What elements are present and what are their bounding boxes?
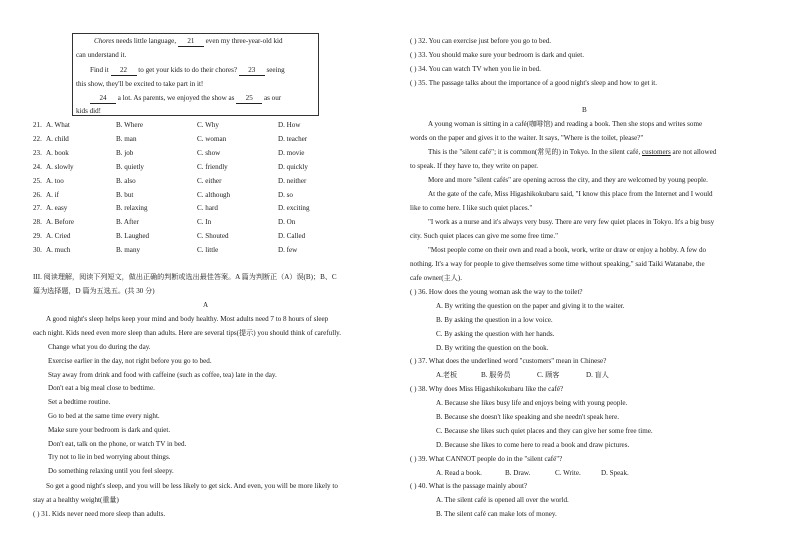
option-number: 23. — [33, 148, 42, 157]
option-number: 27. — [33, 204, 42, 213]
section3-heading-line1: III. 阅读理解，阅读下列短文，做出正确的判断或选出最佳答案。A 篇为判断正（A）误(B)；B、C — [33, 273, 337, 281]
passage-b-p5b: city. Such quiet places can give me some free time." — [410, 232, 559, 240]
passage-b-p6a: "Most people come on their own and read a book, work, write or draw or enjoy a hobby. A few do — [428, 246, 707, 254]
blank-21[interactable]: 21 — [178, 37, 204, 47]
passage-b-p3: More and more "silent cafés" are opening across the city, and they are welcomed by young people. — [428, 176, 708, 184]
option-a[interactable]: A. Cried — [46, 232, 71, 241]
q40-option-a[interactable]: A. The silent café is opened all over the world. — [436, 496, 569, 504]
cloze-line-5: 24 a lot. As parents, we enjoyed the show as 25 as our — [90, 94, 281, 104]
option-d[interactable]: D. How — [278, 121, 301, 129]
q38-option-d[interactable]: D. Because she likes to come here to read a book and draw pictures. — [436, 441, 630, 449]
blank-25[interactable]: 25 — [236, 94, 262, 104]
tip-item: Don't eat a big meal close to bedtime. — [48, 384, 155, 393]
tip-item: Change what you do during the day. — [48, 343, 151, 351]
blank-24[interactable]: 24 — [90, 94, 116, 104]
q40-option-b[interactable]: B. The silent café can make lots of money. — [436, 510, 557, 518]
q37-option-a[interactable]: A.老板 — [436, 371, 458, 379]
option-number: 30. — [33, 246, 42, 255]
passage-a-closing-2: stay at a healthy weight(重量) — [33, 496, 119, 504]
passage-a-title: A — [203, 301, 209, 309]
question-36: ( ) 36. How does the young woman ask the way to the toilet? — [410, 288, 583, 296]
cloze-line-4: this show, they'll be excited to take part in it! — [76, 80, 204, 88]
passage-b-title: B — [582, 106, 587, 114]
q36-option-b[interactable]: B. By asking the question in a low voice. — [436, 316, 553, 324]
passage-a-closing-1: So get a good night's sleep, and you will be less likely to get sick. And even, you will be more likely to — [46, 482, 338, 490]
passage-b-p2b: to speak. If they have to, they write on paper. — [410, 162, 539, 170]
cloze-line-2: can understand it. — [76, 51, 127, 59]
q39-option-b[interactable]: B. Draw. — [505, 469, 531, 477]
question-33: ( ) 33. You should make sure your bedroom is dark and quiet. — [410, 51, 584, 59]
question-35: ( ) 35. The passage talks about the importance of a good night's sleep and how to get it. — [410, 79, 658, 87]
tip-item: Stay away from drink and food with caffeine (such as coffee, tea) late in the day. — [48, 370, 277, 379]
q37-option-b[interactable]: B. 服务员 — [481, 371, 511, 379]
option-number: 28. — [33, 218, 42, 227]
option-a[interactable]: A. book — [46, 148, 69, 157]
option-d[interactable]: D. movie — [278, 148, 305, 157]
q38-option-c[interactable]: C. Because she likes such quiet places and they can give her some free time. — [436, 427, 653, 435]
option-b[interactable]: B. relaxing — [116, 204, 148, 213]
option-d[interactable]: D. neither — [278, 176, 307, 185]
tip-item: Set a bedtime routine. — [48, 398, 111, 407]
option-c[interactable]: C. hard — [197, 204, 218, 213]
option-b[interactable]: B. quietly — [116, 162, 144, 171]
underlined-word-customers: customers — [642, 148, 671, 156]
q36-option-a[interactable]: A. By writing the question on the paper and giving it to the waiter. — [436, 302, 625, 310]
option-c[interactable]: C. woman — [197, 134, 227, 143]
option-c[interactable]: C. either — [197, 176, 222, 185]
option-b[interactable]: B. many — [116, 246, 141, 255]
question-37: ( ) 37. What does the underlined word "customers" mean in Chinese? — [410, 357, 607, 365]
option-a[interactable]: A. slowly — [46, 162, 74, 171]
option-a[interactable]: A. What — [46, 121, 70, 129]
tip-item: Try not to lie in bed worrying about things. — [48, 453, 171, 462]
q37-option-d[interactable]: D. 盲人 — [586, 371, 609, 379]
question-32: ( ) 32. You can exercise just before you go to bed. — [410, 37, 552, 45]
option-b[interactable]: B. Laughed — [116, 232, 150, 241]
passage-b-p1a: A young woman is sitting in a café(咖啡馆) and reading a book. Then she stops and writes some — [428, 120, 703, 128]
q38-option-b[interactable]: B. Because she doesn't like speaking and she needn't speak here. — [436, 413, 619, 421]
passage-a-intro-2: each night. Kids need even more sleep than adults. Here are several tips(提示) you should think of carefully. — [33, 329, 342, 337]
tip-item: Go to bed at the same time every night. — [48, 412, 160, 420]
question-39: ( ) 39. What CANNOT people do in the "silent café"? — [410, 455, 563, 463]
option-b[interactable]: B. job — [116, 148, 134, 157]
option-d[interactable]: D. few — [278, 246, 298, 255]
option-a[interactable]: A. Before — [46, 218, 74, 227]
q37-option-c[interactable]: C. 顾客 — [537, 371, 560, 379]
section3-heading-line2: 篇为选择题，D 篇为五选五。(共 30 分) — [33, 287, 155, 295]
option-c[interactable]: C. show — [197, 148, 221, 157]
option-b[interactable]: B. After — [116, 218, 139, 227]
tip-item: Don't eat, talk on the phone, or watch TV in bed. — [48, 439, 187, 448]
blank-22[interactable]: 22 — [111, 66, 137, 76]
option-number: 29. — [33, 232, 42, 241]
option-d[interactable]: D. so — [278, 190, 293, 199]
q39-option-c[interactable]: C. Write. — [555, 469, 581, 477]
question-40: ( ) 40. What is the passage mainly about? — [410, 482, 528, 490]
question-31: ( ) 31. Kids never need more sleep than adults. — [33, 510, 166, 518]
option-b[interactable]: B. but — [116, 190, 134, 199]
q36-option-c[interactable]: C. By asking the question with her hands. — [436, 330, 555, 338]
option-a[interactable]: A. if — [46, 190, 60, 199]
passage-b-p4b: like to come here. I like such quiet places." — [410, 204, 533, 212]
passage-b-p5a: "I work as a nurse and it's always very busy. There are very few quiet places in Tokyo. It's a big busy — [428, 218, 715, 226]
q38-option-a[interactable]: A. Because she likes busy life and enjoys being with young people. — [436, 399, 628, 407]
option-a[interactable]: A. child — [46, 134, 69, 143]
option-d[interactable]: D. teacher — [278, 134, 308, 143]
option-a[interactable]: A. easy — [46, 204, 68, 213]
tip-item: Do something relaxing until you feel sleepy. — [48, 467, 174, 476]
option-a[interactable]: A. much — [46, 246, 71, 255]
option-d[interactable]: D. exciting — [278, 204, 310, 213]
option-d[interactable]: D. Called — [278, 232, 306, 241]
tip-item: Make sure your bedroom is dark and quiet. — [48, 425, 171, 434]
passage-b-p1b: words on the paper and gives it to the waiter. It says, "Where is the toilet, please?" — [410, 134, 644, 142]
option-c[interactable]: C. although — [197, 190, 231, 199]
passage-b-p6c: cafe owner(主人). — [410, 274, 462, 282]
option-d[interactable]: D. On — [278, 218, 296, 227]
option-c[interactable]: C. In — [197, 218, 212, 227]
question-34: ( ) 34. You can watch TV when you lie in bed. — [410, 65, 541, 73]
option-b[interactable]: B. Where — [116, 121, 144, 129]
option-number: 21. — [33, 121, 42, 129]
tip-item: Exercise earlier in the day, not right before you go to bed. — [48, 356, 212, 365]
question-38: ( ) 38. Why does Miss Higashikokubaru like the café? — [410, 385, 564, 393]
blank-23[interactable]: 23 — [239, 66, 265, 76]
passage-b-p4a: At the gate of the cafe, Miss Higashikokubaru said, "I know this place from the Internet and I would — [428, 190, 713, 198]
option-c[interactable]: C. friendly — [197, 162, 228, 171]
option-b[interactable]: B. also — [116, 176, 136, 185]
option-c[interactable]: C. Why — [197, 121, 219, 129]
cloze-line-1: Chores needs little language, 21 even my three-year-old kid — [94, 37, 283, 45]
option-d[interactable]: D. quickly — [278, 162, 308, 171]
cloze-line-6: kids did! — [76, 107, 102, 115]
q39-option-a[interactable]: A. Read a book. — [436, 469, 482, 477]
q39-option-d[interactable]: D. Speak. — [601, 469, 629, 477]
option-a[interactable]: A. too — [46, 176, 64, 185]
option-number: 26. — [33, 190, 42, 199]
passage-b-p6b: nothing. It's a way for people to give themselves some time without speaking," said Taiki Watanabe, the — [410, 260, 705, 268]
option-c[interactable]: C. little — [197, 246, 219, 255]
q36-option-d[interactable]: D. By writing the question on the book. — [436, 344, 549, 352]
option-number: 22. — [33, 134, 42, 143]
option-b[interactable]: B. man — [116, 134, 137, 143]
passage-b-p2a: This is the "silent café"; it is common(常见的) in Tokyo. In the silent café, customers are not allowed — [428, 148, 717, 156]
option-number: 25. — [33, 176, 42, 185]
cloze-line-3: Find it 22 to get your kids to do their chores? 23 seeing — [90, 66, 285, 74]
passage-a-intro-1: A good night's sleep helps keep your mind and body healthy. Most adults need 7 to 8 hours of sleep — [46, 315, 329, 323]
option-c[interactable]: C. Shouted — [197, 232, 229, 241]
option-number: 24. — [33, 162, 42, 171]
